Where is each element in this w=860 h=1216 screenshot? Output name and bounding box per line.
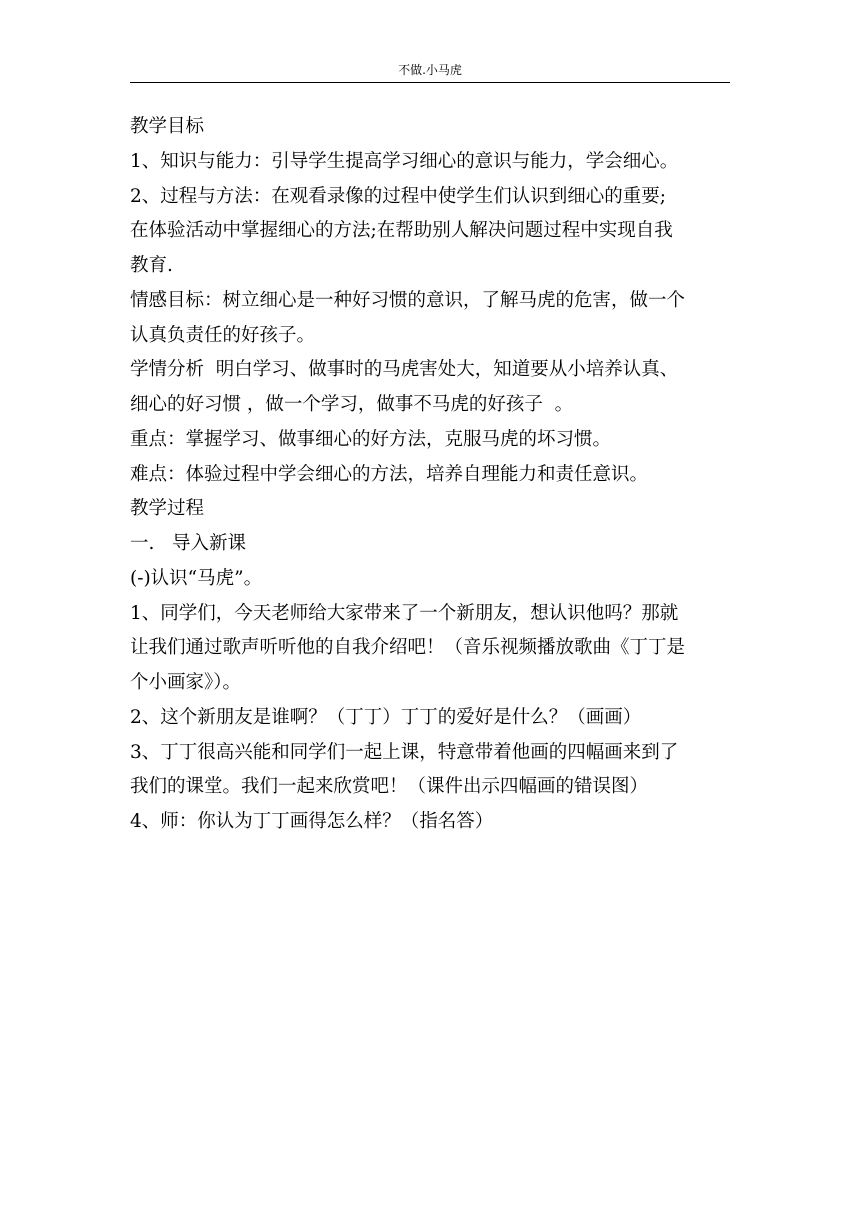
paragraph-line: 教育. (130, 255, 173, 276)
subsection-heading: 一. 导入新课 (130, 533, 247, 554)
paragraph-line: 让我们通过歌声听听他的自我介绍吧！（音乐视频播放歌曲《丁丁是 (130, 637, 686, 659)
page-header (130, 58, 730, 83)
paragraph-line: 在体验活动中掌握细心的方法;在帮助别人解决问题过程中实现自我 (130, 220, 673, 242)
section-heading-teaching-process: 教学过程 (130, 498, 205, 520)
paragraph-line: 1、同学们，今天老师给大家带来了一个新朋友，想认识他吗？那就 (130, 602, 679, 624)
paragraph-line: 个小画家》）。 (130, 672, 242, 693)
paragraph-line: 重点：掌握学习、做事细心的好方法，克服马虎的坏习惯。 (130, 428, 612, 450)
paragraph-line: 我们的课堂。我们一起来欣赏吧！（课件出示四幅画的错误图） (130, 776, 649, 798)
paragraph-line: 情感目标：树立细心是一种好习惯的意识，了解马虎的危害，做一个 (130, 289, 686, 311)
subsection-heading: (-)认识“马虎”。 (130, 567, 263, 589)
paragraph-line: 1、知识与能力：引导学生提高学习细心的意识与能力，学会细心。 (130, 150, 679, 172)
paragraph-line: 认真负责任的好孩子。 (130, 324, 316, 346)
paragraph-line: 2、这个新朋友是谁啊？（丁丁）丁丁的爱好是什么？（画画） (130, 706, 642, 728)
paragraph-line: 4、师：你认为丁丁画得怎么样？（指名答） (130, 811, 494, 832)
paragraph-line: 学情分析 明白学习、做事时的马虎害处大，知道要从小培养认真、 (130, 359, 679, 381)
paragraph-line: 细心的好习惯 ，做一个学习，做事不马虎的好孩子 。 (130, 394, 574, 415)
paragraph-line: 难点：体验过程中学会细心的方法，培养自理能力和责任意识。 (130, 463, 649, 485)
section-heading-teaching-goals: 教学目标 (130, 116, 205, 137)
paragraph-line: 2、过程与方法：在观看录像的过程中使学生们认识到细心的重要; (130, 185, 667, 207)
header-title: 不做.小马虎 (398, 63, 462, 77)
paragraph-line: 3、丁丁很高兴能和同学们一起上课，特意带着他画的四幅画来到了 (130, 741, 679, 763)
document-body (130, 110, 740, 840)
